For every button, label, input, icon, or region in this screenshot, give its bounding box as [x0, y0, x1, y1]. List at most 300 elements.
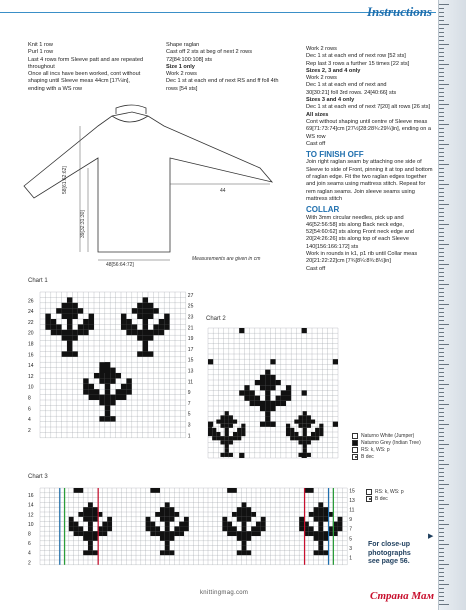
ruler-tick	[439, 320, 444, 321]
ruler-tick	[439, 288, 444, 289]
ruler-tick	[439, 284, 449, 285]
chart1-row-number: 14	[28, 363, 34, 370]
chart1-tree-cell	[143, 324, 148, 329]
chart1-tree-cell	[126, 324, 131, 329]
chart1-row-number: 1	[187, 433, 191, 440]
chart1-tree-cell	[110, 373, 115, 378]
chart2-cell	[333, 359, 338, 364]
chart1-tree-cell	[143, 303, 148, 308]
chart2-tree-cell	[281, 390, 286, 395]
ruler-tick	[439, 544, 449, 545]
ruler-tick	[439, 12, 444, 13]
chart1-tree-cell	[137, 330, 142, 335]
chart1-tree-cell	[67, 308, 72, 313]
chart2-tree-cell	[208, 428, 212, 432]
collar-heading: COLLAR	[306, 205, 340, 215]
chart3-tree-cell	[261, 526, 266, 531]
chart3-tree-cell	[146, 517, 151, 522]
ruler-tick	[439, 492, 444, 493]
chart3-tree-cell	[232, 531, 237, 536]
chart2-tree-cell	[290, 436, 294, 440]
chart3-cell	[227, 488, 237, 493]
chart1-tree-cell	[143, 314, 148, 319]
chart3-tree-cell	[237, 550, 242, 555]
chart3-tree-cell	[165, 512, 170, 517]
chart1-tree-cell	[89, 395, 94, 400]
chart3-tree-cell	[78, 526, 83, 531]
chart3-tree-cell	[246, 512, 251, 517]
ruler-tick	[439, 228, 444, 229]
chart3-cell	[304, 488, 314, 493]
chart1-tree-cell	[110, 368, 115, 373]
ruler-tick	[439, 360, 444, 361]
chart1-tree-cell	[105, 384, 110, 389]
chart2-tree-cell	[270, 385, 275, 390]
chart3-tree-cell	[227, 522, 232, 527]
chart2-tree-cell	[270, 380, 275, 385]
chart3-tree-cell	[237, 507, 242, 512]
chart2-tree-cell	[225, 436, 229, 440]
col2-line: Work 2 rows	[166, 71, 197, 78]
chart2-tree-cell	[220, 436, 224, 440]
ruler-tick	[439, 540, 444, 541]
chart1-row-number: 5	[187, 411, 191, 418]
chart2-cell	[333, 422, 338, 427]
chart3-row-number: 7	[349, 526, 352, 533]
ruler-tick	[439, 192, 444, 193]
chart3-tree-cell	[83, 512, 88, 517]
legend-row	[352, 439, 421, 446]
chart2-tree-cell	[225, 440, 229, 444]
chart2-tree-cell	[290, 432, 294, 436]
chart3-tree-cell	[323, 550, 328, 555]
chart1-tree-cell	[83, 319, 88, 324]
ruler-tick	[439, 556, 444, 557]
ruler-tick	[439, 200, 444, 201]
ruler-tick	[439, 420, 444, 421]
chart1-tree-cell	[67, 335, 72, 340]
chart1-tree-cell	[148, 303, 153, 308]
chart2-tree-cell	[270, 375, 275, 380]
chart2-tree-cell	[303, 411, 307, 415]
chart2-tree-cell	[265, 390, 270, 395]
finish-text: Join right raglan seam by attaching one side of Sleeve to side of Front, pinning it at top and bottom of raglan edge. Fit the two raglan edges together and join seams using mattress stitch. Repeat for rem raglan seams. Join sleeve seams using mattress stitch	[306, 159, 433, 202]
legend-swatch	[352, 447, 358, 453]
chart1-tree-cell	[153, 324, 158, 329]
chart3-tree-cell	[74, 522, 79, 527]
chart3-tree-cell	[184, 517, 189, 522]
chart1-row-number: 17	[187, 346, 194, 353]
ruler-tick	[439, 52, 444, 53]
ruler-tick	[439, 100, 444, 101]
chart1-tree-cell	[137, 335, 142, 340]
chart1-tree-cell	[89, 384, 94, 389]
chart1-tree-cell	[143, 297, 148, 302]
chart2-tree-cell	[220, 424, 224, 428]
chart2-tree-cell	[290, 428, 294, 432]
ruler-tick	[439, 120, 444, 121]
chart1-tree-cell	[116, 389, 121, 394]
chart3-row-number: 1	[349, 555, 352, 562]
ruler-tick	[439, 244, 449, 245]
chart2-label: Chart 2	[206, 316, 226, 322]
chart3-tree-cell	[150, 526, 155, 531]
ruler-tick	[439, 520, 444, 521]
chart3-tree-cell	[174, 512, 179, 517]
chart1-tree-cell	[126, 389, 131, 394]
ruler-tick	[439, 412, 444, 413]
chart3-tree-cell	[318, 550, 323, 555]
chart3-tree-cell	[93, 512, 98, 517]
ruler-tick	[439, 536, 444, 537]
chart1-row-number: 20	[28, 330, 34, 337]
chart3-tree-cell	[160, 507, 165, 512]
chart3-row-number: 10	[28, 521, 34, 528]
chart3-tree-cell	[299, 526, 304, 531]
chart2-tree-cell	[229, 436, 233, 440]
ruler-tick	[439, 436, 444, 437]
ruler-tick	[439, 208, 444, 209]
chart2-tree-cell	[303, 428, 307, 432]
chart1-tree-cell	[56, 324, 61, 329]
size-subhead: Sizes 3 and 4 only	[306, 97, 355, 104]
chart3-row-number: 8	[28, 531, 31, 538]
chart3-tree-cell	[88, 517, 93, 522]
chart3-tree-cell	[78, 512, 83, 517]
ruler-tick	[439, 104, 449, 105]
ruler-tick	[439, 328, 444, 329]
chart3-tree-cell	[222, 517, 227, 522]
ruler-tick	[439, 424, 449, 425]
chart1-tree-cell	[159, 330, 164, 335]
ruler-tick	[439, 8, 444, 9]
chart3-tree-cell	[83, 536, 88, 541]
chart2-tree-cell	[303, 449, 307, 453]
chart1-tree-cell	[148, 330, 153, 335]
chart1-tree-cell	[99, 395, 104, 400]
chart3-tree-cell	[174, 526, 179, 531]
chart2-tree-cell	[233, 436, 237, 440]
chart3-tree-cell	[170, 536, 175, 541]
chart3-row-number: 13	[349, 497, 355, 504]
chart2-tree-cell	[298, 424, 302, 428]
ruler-tick	[439, 276, 444, 277]
chart3-tree-cell	[165, 517, 170, 522]
ruler-tick	[439, 588, 444, 589]
chart3-tree-cell	[88, 536, 93, 541]
chart3-tree-cell	[237, 536, 242, 541]
ruler-tick	[439, 44, 449, 45]
ruler-tick	[439, 240, 444, 241]
col3-line: Dec 1 st at each end of next and	[306, 82, 387, 89]
legend-swatch	[352, 433, 358, 439]
chart1-row-number: 22	[28, 319, 34, 326]
chart1-tree-cell	[99, 400, 104, 405]
chart3-row-number: 14	[28, 502, 34, 509]
ruler-tick	[439, 268, 444, 269]
chart3-tree-cell	[299, 517, 304, 522]
chart2-tree-cell	[244, 390, 249, 395]
chart1-tree-cell	[105, 400, 110, 405]
chart3-tree-cell	[242, 550, 247, 555]
chart2-tree-cell	[319, 432, 323, 436]
ruler-tick	[439, 224, 449, 225]
chart2-tree-cell	[265, 411, 270, 416]
ruler-tick	[439, 56, 444, 57]
chart1-tree-cell	[159, 324, 164, 329]
chart2-tree-cell	[265, 396, 270, 401]
ruler-tick	[439, 332, 444, 333]
chart3-tree-cell	[242, 517, 247, 522]
col1-line: Last 4 rows form Sleeve patt and are repeated throughout	[28, 56, 144, 70]
chart3-tree-cell	[227, 526, 232, 531]
legend-main	[352, 432, 421, 460]
chart3-tree-cell	[83, 517, 88, 522]
chart3-tree-cell	[246, 531, 251, 536]
col2-line: Dec 1 st at each end of next RS and ff foll 4th rows [54 sts]	[166, 78, 279, 92]
chart3-tree-cell	[222, 526, 227, 531]
watermark: Страна Мам	[370, 590, 435, 602]
chart1-tree-cell	[78, 330, 83, 335]
chart3-tree-cell	[174, 531, 179, 536]
chart3-tree-cell	[242, 531, 247, 536]
chart2-tree-cell	[270, 401, 275, 406]
chart1-tree-cell	[148, 351, 153, 356]
chart3-tree-cell	[88, 502, 93, 507]
chart1-tree-cell	[105, 395, 110, 400]
chart3-tree-cell	[242, 502, 247, 507]
chart1-row-number: 13	[187, 368, 194, 375]
col1-line: Knit 1 row	[28, 42, 53, 48]
chart2-tree-cell	[241, 432, 245, 436]
chart2-tree-cell	[315, 432, 319, 436]
ruler-tick	[439, 380, 444, 381]
chart3-tree-cell	[318, 536, 323, 541]
chart2-tree-cell	[265, 380, 270, 385]
chart2-tree-cell	[225, 444, 229, 448]
chart3-tree-cell	[246, 550, 251, 555]
ruler-tick	[439, 296, 444, 297]
ruler-tick	[439, 148, 444, 149]
body-length-label: 58[61:62:62]	[62, 166, 68, 194]
chart1-row-number: 7	[187, 400, 191, 407]
chart2-cell	[239, 328, 244, 333]
ruler-tick	[439, 308, 444, 309]
chart1-row-number: 23	[187, 314, 194, 321]
chart1-tree-cell	[67, 297, 72, 302]
chart3-tree-cell	[107, 517, 112, 522]
chart2-tree-cell	[265, 401, 270, 406]
chart3-tree-cell	[323, 517, 328, 522]
ruler-tick	[439, 312, 444, 313]
chart2-tree-cell	[212, 436, 216, 440]
col3-line: Cast off	[306, 140, 326, 147]
chart1-tree-cell	[164, 314, 169, 319]
ruler-tick	[439, 592, 444, 593]
col1-text	[28, 42, 148, 93]
chart3-row-number: 6	[28, 541, 31, 548]
chart3-tree-cell	[83, 531, 88, 536]
ruler-tick	[439, 348, 444, 349]
chart3-tree-cell	[88, 526, 93, 531]
chart1-tree-cell	[94, 395, 99, 400]
ruler-tick	[439, 528, 444, 529]
ruler-tick	[439, 84, 449, 85]
chart1-tree-cell	[89, 389, 94, 394]
chart1-tree-cell	[116, 395, 121, 400]
ruler-tick	[439, 464, 449, 465]
chart1-tree-cell	[62, 303, 67, 308]
legend-row	[366, 495, 404, 502]
chart1-tree-cell	[121, 314, 126, 319]
chart3-tree-cell	[242, 522, 247, 527]
chart2-tree-cell	[225, 411, 229, 415]
chart2-tree-cell	[229, 415, 233, 419]
ruler-tick	[439, 440, 444, 441]
chart2-tree-cell	[319, 424, 323, 428]
chart1-tree-cell	[89, 324, 94, 329]
chart1-tree-cell	[62, 308, 67, 313]
raglan-heading: Shape raglan	[166, 42, 200, 48]
chart3-tree-cell	[155, 531, 160, 536]
chart3-tree-cell	[146, 522, 151, 527]
chart2-tree-cell	[303, 436, 307, 440]
ruler-tick	[439, 176, 444, 177]
sleeve-length-label: 44	[220, 188, 226, 194]
chart1-tree-cell	[99, 416, 104, 421]
chart3-tree-cell	[309, 526, 314, 531]
chart3-tree-cell	[165, 541, 170, 546]
chart2-tree-cell	[286, 428, 290, 432]
chart2-tree-cell	[265, 422, 270, 427]
chart1-tree-cell	[153, 308, 158, 313]
chart3-tree-cell	[246, 517, 251, 522]
chart3-tree-cell	[299, 522, 304, 527]
chart3-tree-cell	[237, 531, 242, 536]
chart3-tree-cell	[150, 531, 155, 536]
ruler-tick	[439, 68, 444, 69]
chart2-tree-cell	[286, 385, 291, 390]
ruler-tick	[439, 572, 444, 573]
chart3-tree-cell	[314, 531, 319, 536]
chart3-tree-cell	[309, 512, 314, 517]
chart2-tree-cell	[220, 420, 224, 424]
ruler-tick	[439, 384, 449, 385]
ruler-tick	[439, 280, 444, 281]
chart1-row-number: 3	[187, 422, 191, 429]
chart3-repeat-line	[59, 488, 60, 565]
ruler-tick	[439, 96, 444, 97]
chart3-tree-cell	[323, 512, 328, 517]
chart3-tree-cell	[165, 526, 170, 531]
legend-chart3	[366, 488, 404, 502]
chart1-tree-cell	[67, 324, 72, 329]
ruler-tick	[439, 576, 444, 577]
chart1-row-number: 16	[28, 352, 34, 359]
chart2-tree-cell	[298, 415, 302, 419]
chart2-tree-cell	[276, 401, 281, 406]
chart2-tree-cell	[265, 416, 270, 421]
legend-label: Naturno White (Jumper)	[361, 432, 415, 439]
chart3-tree-cell	[318, 526, 323, 531]
chart1-tree-cell	[67, 319, 72, 324]
chart3-tree-cell	[318, 517, 323, 522]
chart1-tree-cell	[121, 319, 126, 324]
chart3-tree-cell	[184, 526, 189, 531]
size-subhead: Size 1 only	[166, 63, 195, 70]
chart3-tree-cell	[261, 522, 266, 527]
chart3-tree-cell	[314, 512, 319, 517]
chart1-tree-cell	[94, 389, 99, 394]
closeup-note	[368, 541, 411, 567]
chart3-tree-cell	[318, 541, 323, 546]
chart3-tree-cell	[165, 536, 170, 541]
chart2-tree-cell	[237, 432, 241, 436]
chart3-tree-cell	[256, 531, 261, 536]
ruler-tick	[439, 560, 444, 561]
size-subhead: Sizes 2, 3 and 4 only	[306, 67, 361, 74]
chart3-tree-cell	[88, 531, 93, 536]
chart3-repeat-line	[328, 488, 329, 565]
ruler-tick	[439, 404, 449, 405]
chart1-tree-cell	[137, 351, 142, 356]
chart2-tree-cell	[270, 422, 275, 427]
site-footer: knittingmag.com	[200, 590, 249, 596]
legend-swatch	[352, 454, 358, 460]
chart3-tree-cell	[232, 512, 237, 517]
ruler-tick	[439, 496, 444, 497]
ruler-tick	[439, 216, 444, 217]
ruler-tick	[439, 356, 444, 357]
ruler-tick	[439, 76, 444, 77]
chart1-tree-cell	[137, 314, 142, 319]
chart3-tree-cell	[251, 512, 256, 517]
chart1-tree-cell	[143, 330, 148, 335]
ruler-tick	[439, 264, 449, 265]
chart3-tree-cell	[338, 517, 343, 522]
ruler-tick	[439, 220, 444, 221]
chart2-tree-cell	[265, 385, 270, 390]
chart1-tree-cell	[72, 303, 77, 308]
chart3-tree-cell	[102, 531, 107, 536]
ruler-tick	[439, 252, 444, 253]
legend-swatch	[366, 489, 372, 495]
chart1-tree-cell	[62, 330, 67, 335]
chart1-row-number: 25	[187, 303, 194, 310]
legend-row	[352, 446, 421, 453]
ruler-tick	[439, 452, 444, 453]
ruler-tick	[439, 24, 449, 25]
chart2-tree-cell	[294, 432, 298, 436]
chart1-tree-cell	[56, 330, 61, 335]
ruler-tick	[439, 116, 444, 117]
chart2-tree-cell	[298, 440, 302, 444]
chart3-tree-cell	[160, 517, 165, 522]
ruler-tick	[439, 548, 444, 549]
ruler-tick	[439, 504, 449, 505]
chart2-tree-cell	[225, 415, 229, 419]
chart3-tree-cell	[88, 512, 93, 517]
chart3-tree-cell	[256, 526, 261, 531]
chart2-tree-cell	[225, 424, 229, 428]
ruler-tick	[439, 516, 444, 517]
inner-length-label: 39[32:31:30]	[80, 210, 86, 238]
ruler-tick	[439, 60, 444, 61]
chart3-tree-cell	[309, 531, 314, 536]
ruler-tick	[439, 292, 444, 293]
ruler-tick	[439, 408, 444, 409]
chart2-tree-cell	[311, 420, 315, 424]
